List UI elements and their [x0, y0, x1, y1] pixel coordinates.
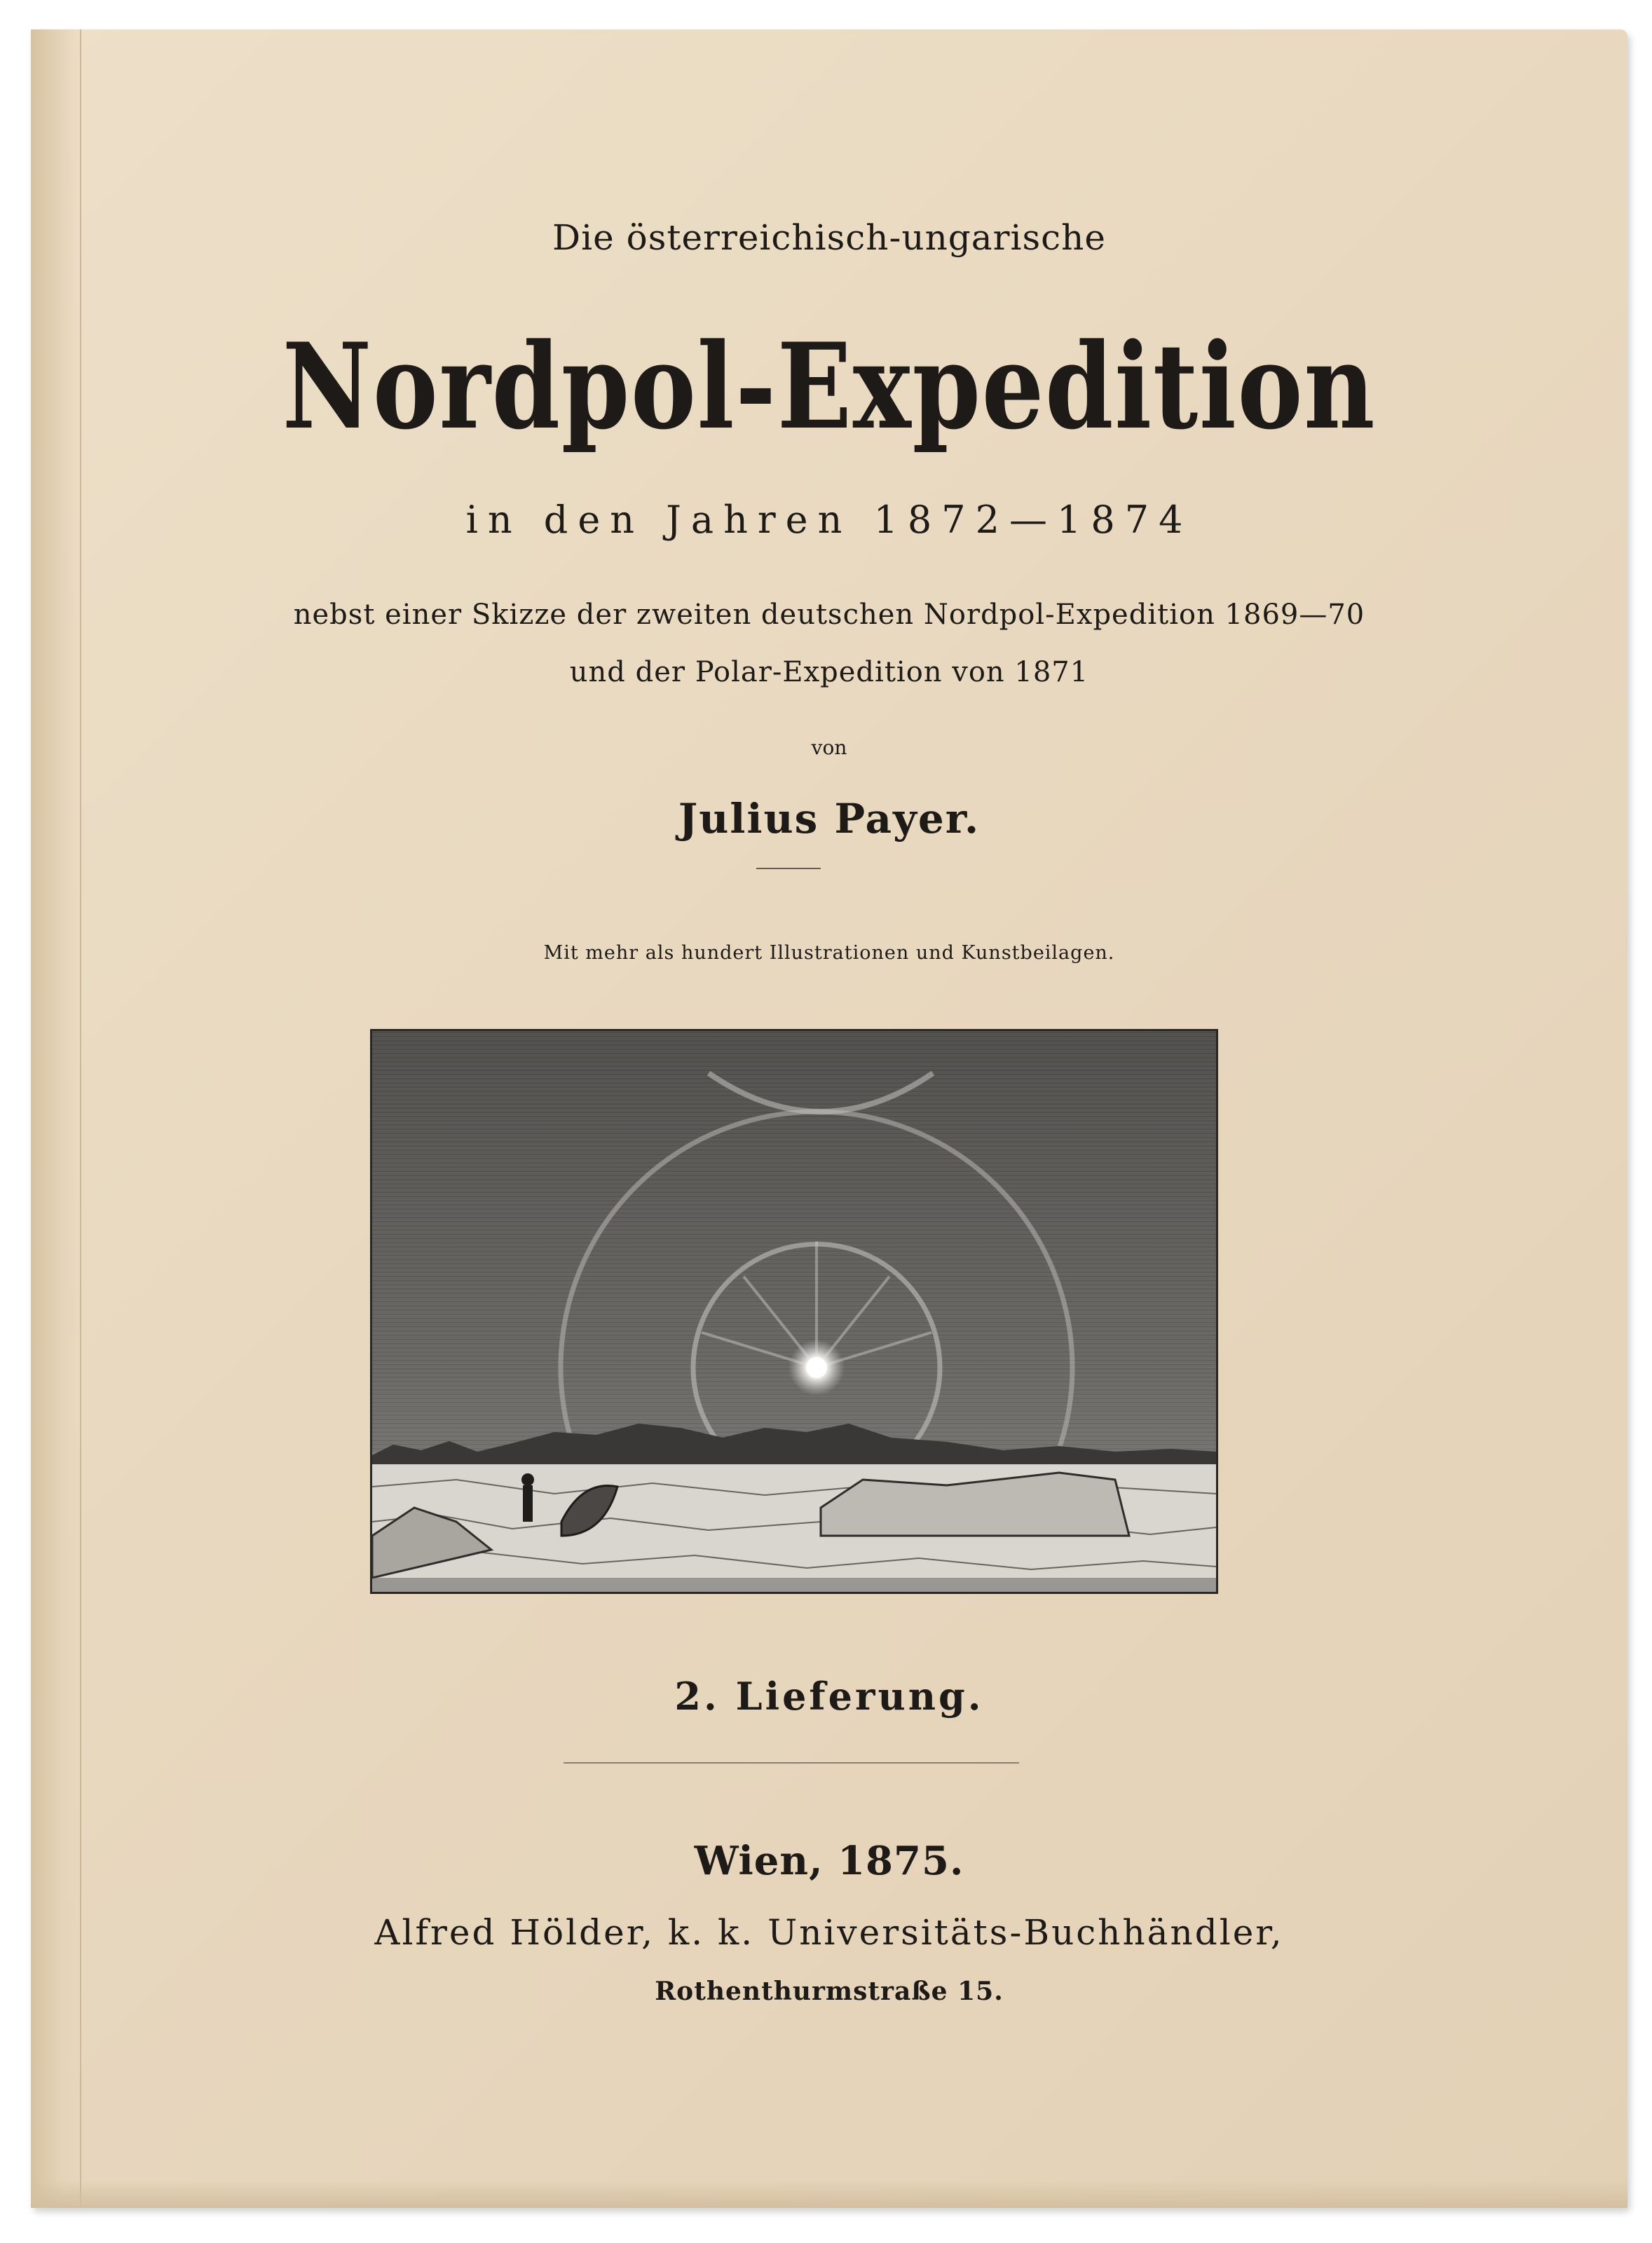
- installment-label: 2. Lieferung.: [674, 1674, 984, 1719]
- long-divider: [564, 1762, 1019, 1764]
- arctic-engraving: [370, 1029, 1218, 1594]
- place-year: Wien, 1875.: [694, 1838, 964, 1884]
- cover-bottom-edge: [31, 2180, 1627, 2208]
- publisher: Alfred Hölder, k. k. Universitäts-Buchhändler,: [374, 1912, 1284, 1953]
- ice-floe: [821, 1473, 1129, 1536]
- cover-secondary-line-1: nebst einer Skizze der zweiten deutschen Nordpol-Expedition 1869—70: [293, 599, 1365, 631]
- cover-by: von: [811, 736, 847, 759]
- cover-years-line: in den Jahren 1872—1874: [465, 498, 1193, 542]
- cover-author: Julius Payer.: [678, 795, 981, 843]
- book-cover: [31, 29, 1627, 2208]
- cover-main-title: Nordpol-Expedition: [282, 317, 1377, 456]
- short-divider: [756, 868, 821, 869]
- cover-secondary-line-2: und der Polar-Expedition von 1871: [569, 656, 1089, 688]
- figure: [523, 1485, 533, 1522]
- publisher-address: Rothenthurmstraße 15.: [655, 1977, 1004, 2006]
- illustrations-note: Mit mehr als hundert Illustrationen und Kunstbeilagen.: [543, 942, 1115, 964]
- cover-subtitle-top: Die österreichisch-ungarische: [552, 217, 1106, 258]
